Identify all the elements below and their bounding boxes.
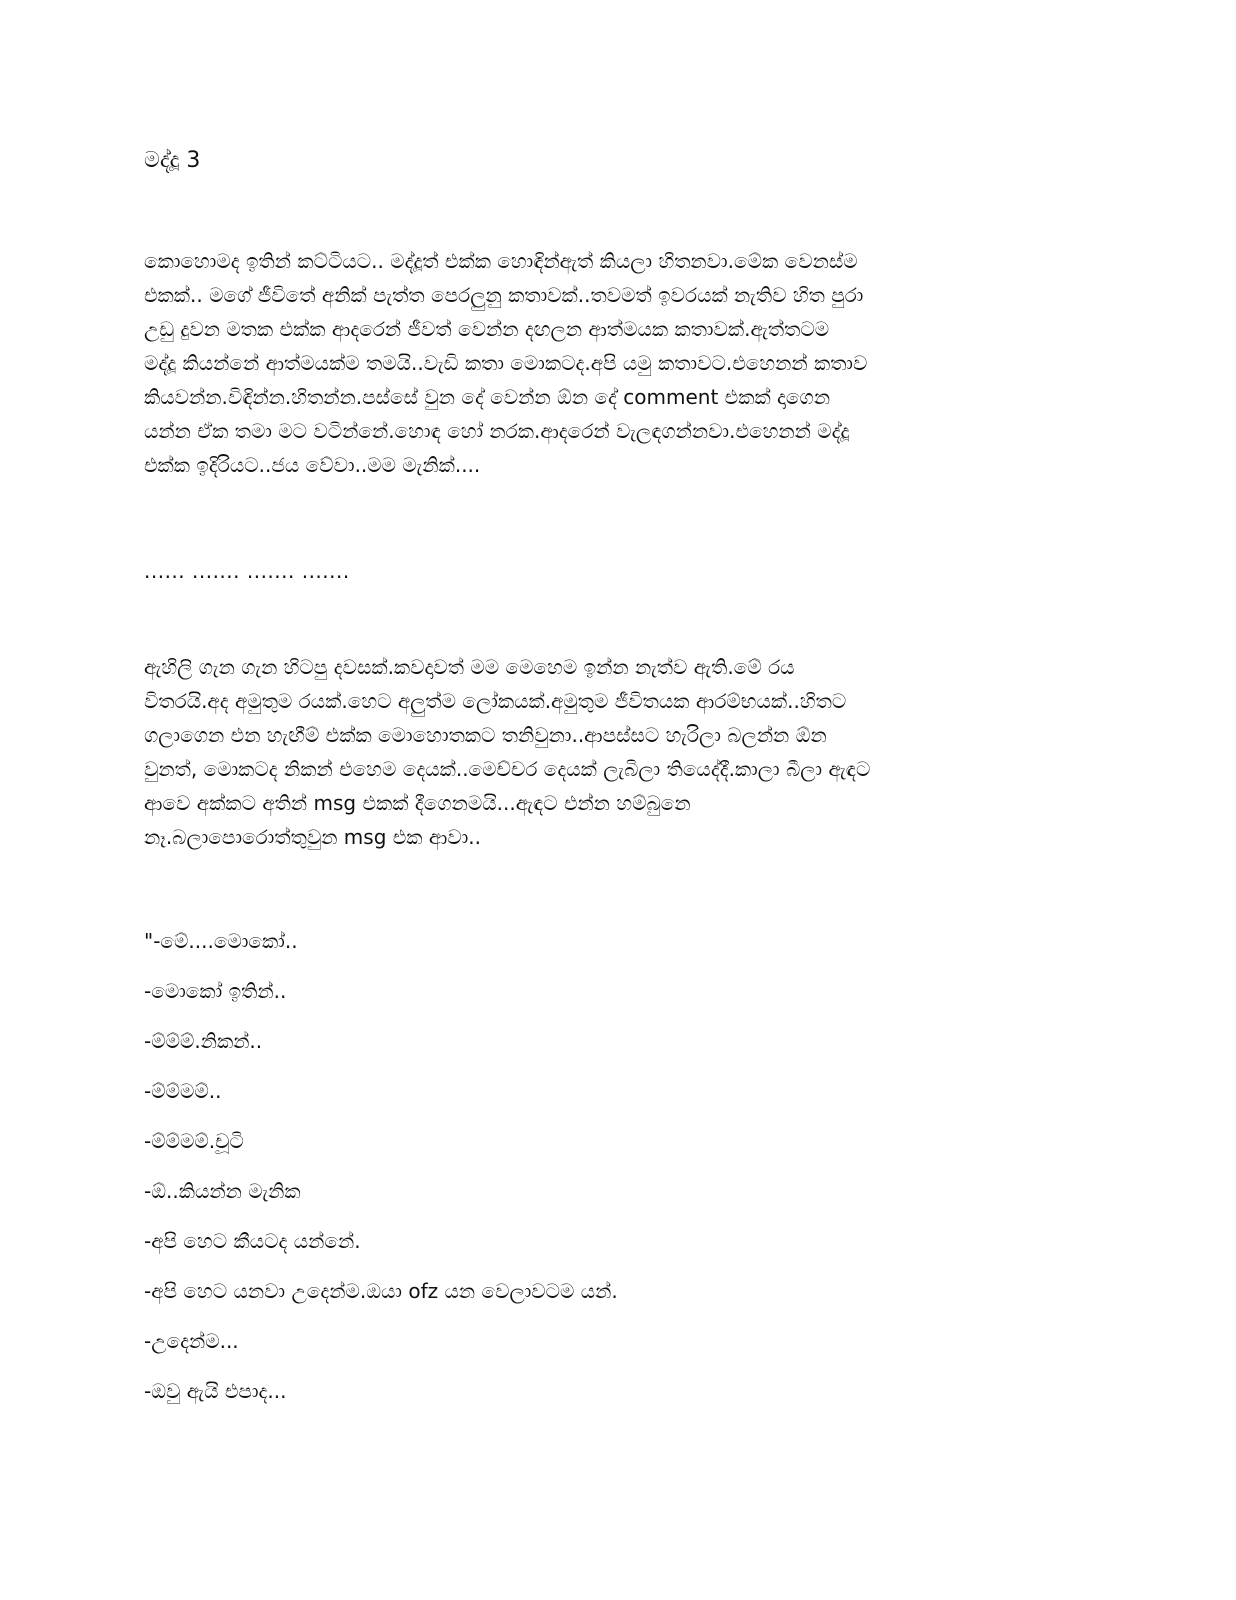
dialogue-line: -අපි හෙට කීයටද යන්නේ. <box>144 1229 361 1253</box>
dialogue-line: -මොකෝ ඉතින්.. <box>144 979 287 1003</box>
intro-line: උඩු දුවන මතක එක්ක ආදරෙන් ජීවත් වෙන්න දඟලන ආත්මයක කතාවක්.ඇත්තටම <box>144 317 830 341</box>
intro-line: කොහොමද ඉතින් කට්ටියට.. මද්දූත් එක්ක හොඳින්ඇත් කියලා හිතනවා.මේක වෙනස්ම <box>144 249 858 273</box>
dialogue-line: -ම්ම්මම්.. <box>144 1079 222 1103</box>
dialogue-list <box>144 926 1104 1426</box>
dialogue-line: -ම්ම්මම්.චූටි <box>144 1129 244 1153</box>
intro-line: යන්න ඒක තමා මට වටින්නේ.හොඳ හෝ නරක.ආදරෙන් වැලඳගන්නවා.එහෙනන් මද්දූ <box>144 419 850 443</box>
intro-line: එක්ක ඉදිරියට..ජය වේවා..මම මැනික්.... <box>144 453 481 477</box>
dialogue-line: -උදෙන්ම... <box>144 1329 239 1353</box>
dialogue-line: "-මේ....මොකෝ.. <box>144 929 298 953</box>
dialogue-line: -ඕ..කියන්න මැනික <box>144 1179 301 1203</box>
document-title: මද්දූ 3 <box>144 148 201 173</box>
intro-line: එකක්.. මගේ ජීවිතේ අනික් පැත්ත පෙරලුනු කතාවක්..තවමත් ඉවරයක් නැතිව හිත පුරා <box>144 283 864 307</box>
story-line: නෑ.බලාපොරොත්තුවුන msg එක ආවා.. <box>144 825 482 849</box>
section-separator: ...... ....... ....... ....... <box>144 559 350 583</box>
story-line: විතරයි.අද අමුතුම රයක්.හෙට අලුත්ම ලෝකයක්.අමුතුම ජීවිතයක ආරම්භයක්..හිතට <box>144 689 847 713</box>
dialogue-line: -ම්ම්ම්.නිකන්.. <box>144 1029 263 1053</box>
intro-line: මද්දූ කියන්නේ ආත්මයක්ම තමයි..වැඩි කතා මොකටද.අපි යමු කතාවට.එහෙනන් කතාව <box>144 351 868 375</box>
dialogue-line: -අපි හෙට යනවා උදෙන්ම.ඔයා ofz යන වෙලාවටම යන්. <box>144 1279 618 1303</box>
intro-paragraph <box>144 244 1104 482</box>
story-line: වුනත්, මොකටද නිකන් එහෙම දෙයක්..මෙච්චර දෙයක් ලැබිලා තියෙද්දී.කාලා බීලා ඇඳට <box>144 757 871 781</box>
story-line: ආවෙ අක්කට අතින් msg එකක් දීගෙනමයි...ඇඳට එන්න හම්බුනෙ <box>144 791 691 815</box>
dialogue-line: -ඔවු ඇයි එපාද... <box>144 1379 287 1403</box>
story-paragraph <box>144 650 1104 854</box>
story-line: ඇහිලි ගැන ගැන හිටපු දවසක්.කවදාවත් මම මෙහෙම ඉන්න නැත්ව ඇති.මේ රය <box>144 655 795 679</box>
intro-line: කියවන්න.විඳින්න.හිතන්න.පස්සේ වුන දේ වෙන්න ඕන දේ comment එකක් දාගෙන <box>144 385 831 409</box>
story-line: ගලාගෙන එන හැඟීම් එක්ක මොහොතකට තනිවුනා..ආපස්සට හැරිලා බලන්න ඕන <box>144 723 827 747</box>
